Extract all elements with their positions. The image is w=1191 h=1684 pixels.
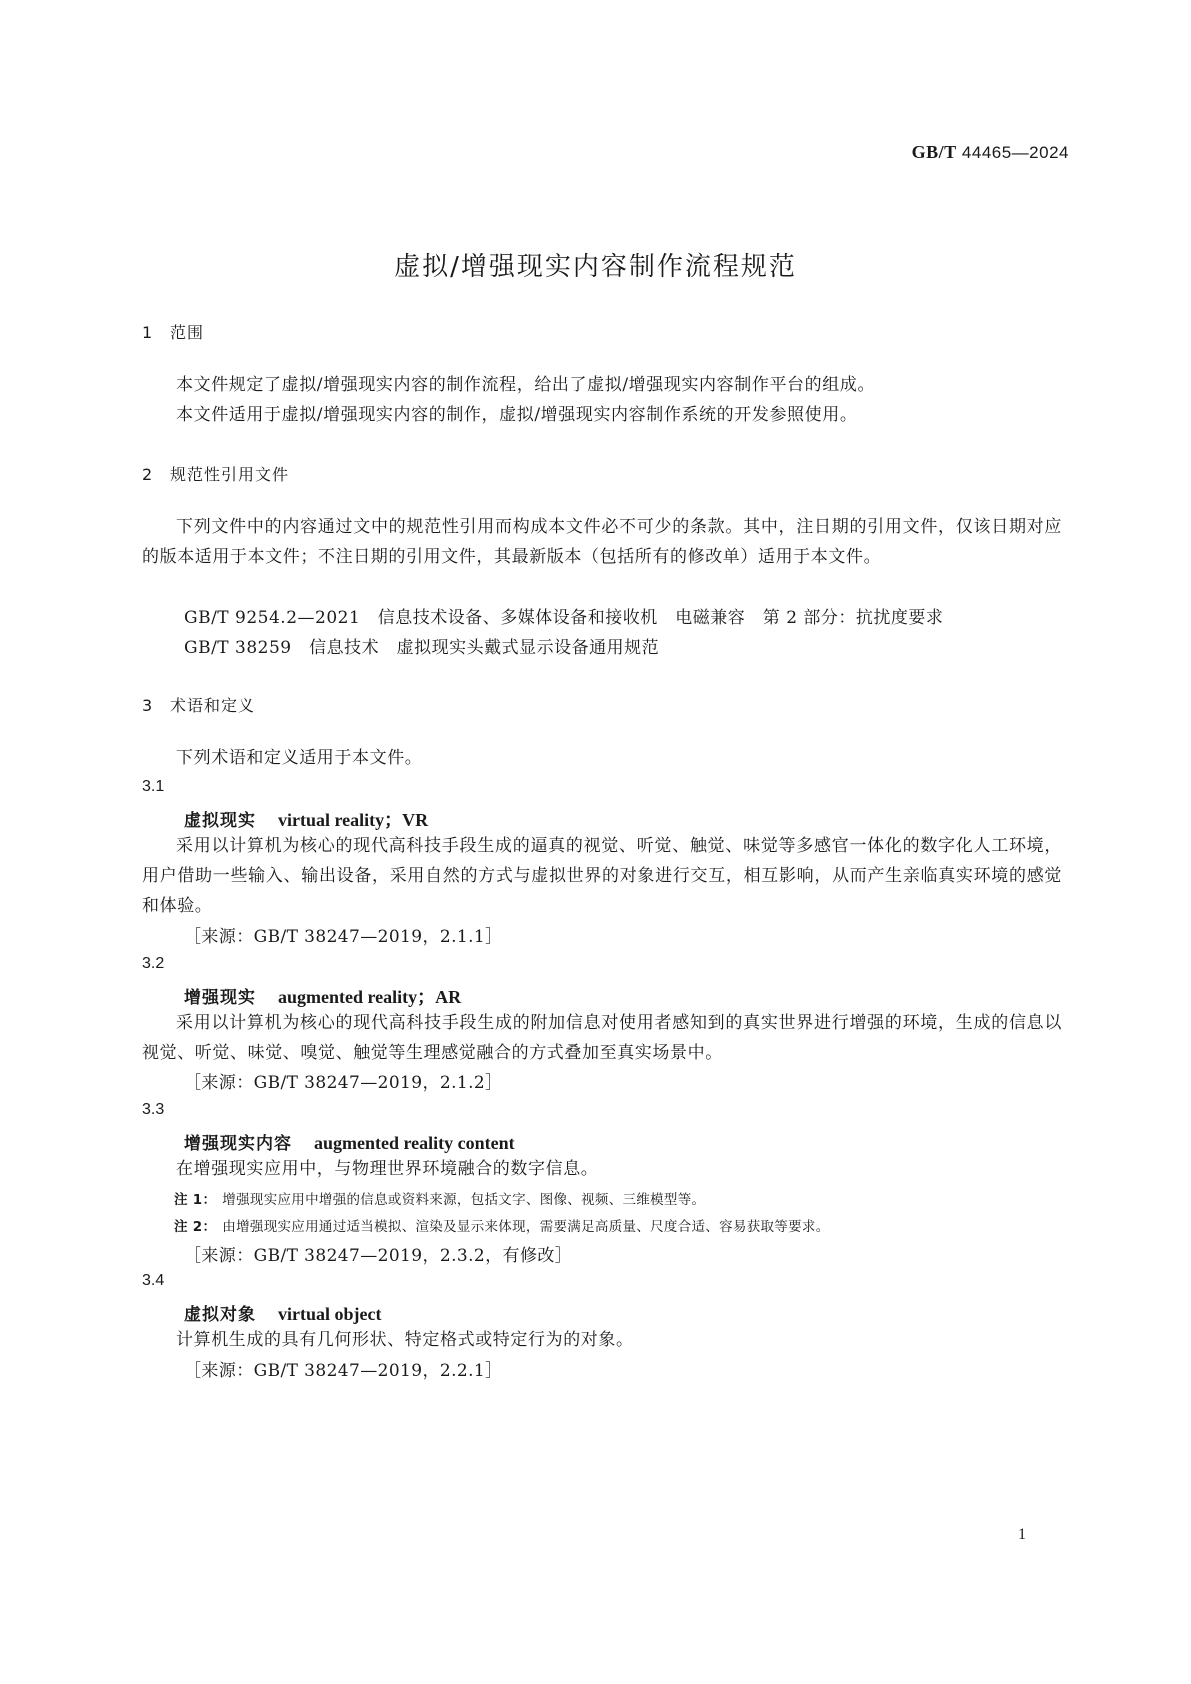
term-en: augmented reality content	[314, 1133, 515, 1153]
section-number: 2	[142, 465, 154, 484]
term-definition: 在增强现实应用中，与物理世界环境融合的数字信息。	[176, 1159, 599, 1179]
term-number: 3.2	[142, 955, 165, 972]
term-zh: 虚拟对象	[184, 1305, 256, 1325]
standard-prefix: GB/T	[911, 142, 957, 162]
term-entry	[184, 1300, 381, 1325]
section-title: 规范性引用文件	[170, 465, 290, 484]
section-1-heading	[142, 320, 204, 343]
term-en: virtual reality；VR	[278, 810, 429, 830]
term-source: ［来源：GB/T 38247—2019，2.2.1］	[184, 1361, 503, 1381]
section-number: 3	[142, 696, 154, 715]
paragraph: 下列术语和定义适用于本文件。	[176, 748, 423, 768]
term-definition: 采用以计算机为核心的现代高科技手段生成的逼真的视觉、听觉、触觉、味觉等多感官一体化的数字化人工环境，用户借助一些输入、输出设备，采用自然的方式与虚拟世界的对象进行交互，相互影响，从而产生亲临真实环境的感觉和体验。	[142, 836, 1062, 916]
term-number: 3.4	[142, 1272, 165, 1289]
term-number: 3.1	[142, 778, 165, 795]
term-source: ［来源：GB/T 38247—2019，2.3.2，有修改］	[184, 1246, 573, 1266]
section-title: 范围	[170, 323, 205, 342]
document-title: 虚拟/增强现实内容制作流程规范	[394, 252, 797, 282]
section-title: 术语和定义	[170, 696, 256, 715]
term-zh: 增强现实	[184, 988, 256, 1008]
paragraph: 本文件规定了虚拟/增强现实内容的制作流程，给出了虚拟/增强现实内容制作平台的组成。	[176, 375, 876, 395]
section-3-heading	[142, 693, 255, 716]
standard-number	[912, 142, 1069, 163]
term-definition: 采用以计算机为核心的现代高科技手段生成的附加信息对使用者感知到的真实世界进行增强的环境，生成的信息以视觉、听觉、味觉、嗅觉、触觉等生理感觉融合的方式叠加至真实场景中。	[142, 1013, 1062, 1063]
term-source: ［来源：GB/T 38247—2019，2.1.2］	[184, 1073, 503, 1093]
term-source: ［来源：GB/T 38247—2019，2.1.1］	[184, 927, 503, 947]
section-2-heading	[142, 462, 289, 485]
note-label: 注 1：	[174, 1192, 217, 1208]
term-note	[174, 1188, 705, 1208]
term-number: 3.3	[142, 1101, 165, 1118]
paragraph: 本文件适用于虚拟/增强现实内容的制作，虚拟/增强现实内容制作系统的开发参照使用。	[176, 405, 858, 425]
normative-reference: GB/T 9254.2—2021 信息技术设备、多媒体设备和接收机 电磁兼容 第 2 部分：抗扰度要求	[184, 608, 944, 628]
term-entry	[184, 983, 461, 1009]
paragraph: 下列文件中的内容通过文中的规范性引用而构成本文件必不可少的条款。其中，注日期的引用文件，仅该日期对应的版本适用于本文件；不注日期的引用文件，其最新版本（包括所有的修改单）适用于本文件。	[142, 517, 1062, 567]
note-text: 由增强现实应用通过适当模拟、渲染及显示来体现，需要满足高质量、尺度合适、容易获取等要求。	[222, 1219, 830, 1235]
page-number: 1	[1018, 1526, 1026, 1543]
term-zh: 增强现实内容	[184, 1134, 292, 1154]
note-label: 注 2：	[174, 1219, 217, 1235]
term-en: augmented reality；AR	[278, 987, 462, 1007]
standard-code: 44465—2024	[961, 143, 1069, 162]
normative-reference: GB/T 38259 信息技术 虚拟现实头戴式显示设备通用规范	[184, 638, 660, 658]
note-text: 增强现实应用中增强的信息或资料来源，包括文字、图像、视频、三维模型等。	[222, 1192, 706, 1208]
term-entry	[184, 806, 428, 832]
section-number: 1	[142, 323, 154, 342]
term-zh: 虚拟现实	[184, 811, 256, 831]
term-note	[174, 1215, 830, 1235]
term-en: virtual object	[278, 1304, 382, 1324]
term-definition: 计算机生成的具有几何形状、特定格式或特定行为的对象。	[176, 1330, 634, 1350]
term-entry	[184, 1129, 515, 1154]
